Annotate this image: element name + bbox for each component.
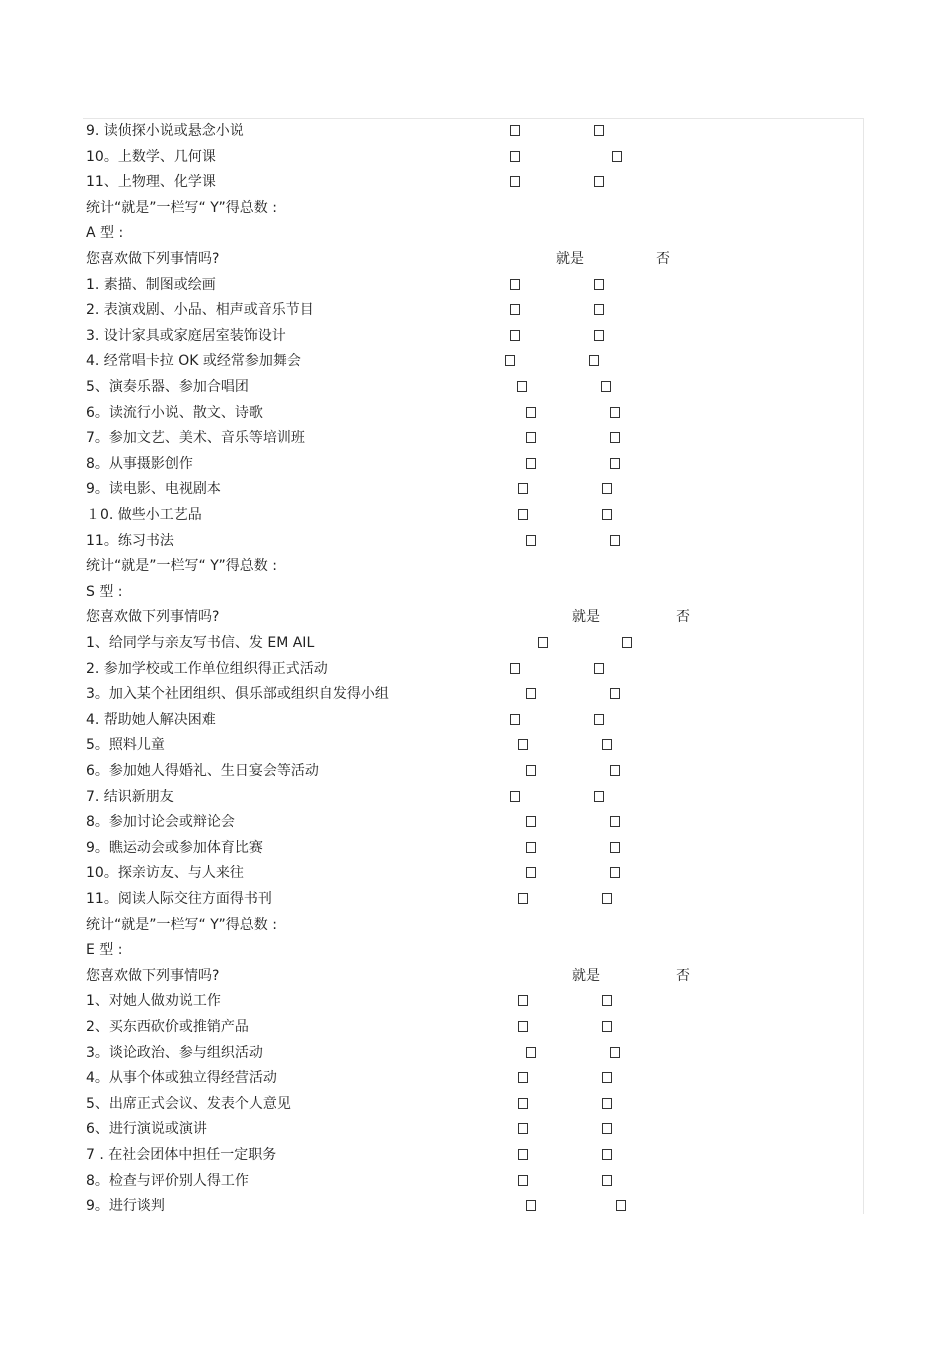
question-text: A 型 : bbox=[86, 225, 124, 242]
question-row bbox=[86, 1117, 856, 1143]
question-row bbox=[86, 1169, 856, 1195]
no-checkbox[interactable] bbox=[610, 458, 620, 469]
question-row bbox=[86, 913, 856, 939]
question-row bbox=[86, 503, 856, 529]
no-checkbox[interactable] bbox=[610, 407, 620, 418]
no-checkbox[interactable] bbox=[610, 432, 620, 443]
question-row bbox=[86, 401, 856, 427]
yes-checkbox[interactable] bbox=[518, 893, 528, 904]
question-row bbox=[86, 349, 856, 375]
yes-checkbox[interactable] bbox=[510, 279, 520, 290]
question-row bbox=[86, 1041, 856, 1067]
question-text: 6、进行演说或演讲 bbox=[86, 1121, 207, 1138]
yes-checkbox[interactable] bbox=[510, 304, 520, 315]
question-row bbox=[86, 324, 856, 350]
yes-checkbox[interactable] bbox=[518, 1098, 528, 1109]
yes-checkbox[interactable] bbox=[510, 663, 520, 674]
yes-checkbox[interactable] bbox=[526, 842, 536, 853]
no-checkbox[interactable] bbox=[610, 535, 620, 546]
no-checkbox[interactable] bbox=[602, 995, 612, 1006]
question-row bbox=[86, 452, 856, 478]
no-checkbox[interactable] bbox=[602, 1021, 612, 1032]
question-row bbox=[86, 1194, 856, 1220]
no-checkbox[interactable] bbox=[589, 355, 599, 366]
question-row bbox=[86, 887, 856, 913]
question-row bbox=[86, 1092, 856, 1118]
question-text: 您喜欢做下列事情吗? bbox=[86, 251, 220, 267]
yes-checkbox[interactable] bbox=[505, 355, 515, 366]
question-text: 9。进行谈判 bbox=[86, 1198, 165, 1215]
no-checkbox[interactable] bbox=[594, 663, 604, 674]
question-row bbox=[86, 682, 856, 708]
no-checkbox[interactable] bbox=[602, 509, 612, 520]
question-row bbox=[86, 580, 856, 606]
question-row bbox=[86, 631, 856, 657]
question-row bbox=[86, 861, 856, 887]
yes-checkbox[interactable] bbox=[526, 765, 536, 776]
question-text: 1、给同学与亲友写书信、发 EM AIL bbox=[86, 635, 315, 651]
question-text: 1. 素描、制图或绘画 bbox=[86, 276, 216, 293]
no-checkbox[interactable] bbox=[602, 1149, 612, 1160]
no-checkbox[interactable] bbox=[594, 176, 604, 187]
question-text: 7 . 在社会团体中担任一定职务 bbox=[86, 1147, 277, 1163]
yes-checkbox[interactable] bbox=[518, 509, 528, 520]
question-row bbox=[86, 989, 856, 1015]
no-checkbox[interactable] bbox=[594, 330, 604, 341]
question-text: 8。参加讨论会或辩论会 bbox=[86, 814, 235, 831]
question-text: 11。阅读人际交往方面得书刊 bbox=[86, 891, 272, 907]
question-row bbox=[86, 810, 856, 836]
question-text: 9。读电影、电视剧本 bbox=[86, 481, 221, 498]
yes-column-header: 就是 bbox=[556, 251, 584, 267]
no-checkbox[interactable] bbox=[610, 688, 620, 699]
question-text: 9. 读侦探小说或悬念小说 bbox=[86, 123, 244, 139]
question-text: 4。从事个体或独立得经营活动 bbox=[86, 1070, 277, 1087]
question-text: 统计“就是”一栏写“ Y”得总数 : bbox=[86, 199, 277, 216]
no-checkbox[interactable] bbox=[610, 842, 620, 853]
question-row bbox=[86, 938, 856, 964]
yes-checkbox[interactable] bbox=[518, 1072, 528, 1083]
question-row bbox=[86, 1143, 856, 1169]
no-checkbox[interactable] bbox=[610, 765, 620, 776]
no-checkbox[interactable] bbox=[622, 637, 632, 648]
yes-checkbox[interactable] bbox=[526, 535, 536, 546]
yes-checkbox[interactable] bbox=[510, 714, 520, 725]
question-row bbox=[86, 375, 856, 401]
question-text: 4. 帮助她人解决困难 bbox=[86, 711, 216, 728]
no-checkbox[interactable] bbox=[602, 1175, 612, 1186]
question-text: 您喜欢做下列事情吗? bbox=[86, 609, 220, 626]
no-column-header: 否 bbox=[656, 251, 670, 267]
yes-checkbox[interactable] bbox=[510, 791, 520, 802]
question-row bbox=[86, 733, 856, 759]
no-checkbox[interactable] bbox=[602, 1123, 612, 1134]
no-checkbox[interactable] bbox=[601, 381, 611, 392]
question-text: 统计“就是”一栏写“ Y”得总数 : bbox=[86, 558, 277, 575]
yes-checkbox[interactable] bbox=[510, 330, 520, 341]
yes-checkbox[interactable] bbox=[526, 1200, 536, 1211]
question-row bbox=[86, 964, 856, 990]
question-text: １0. 做些小工艺品 bbox=[86, 507, 202, 523]
question-row bbox=[86, 657, 856, 683]
no-checkbox[interactable] bbox=[602, 483, 612, 494]
yes-checkbox[interactable] bbox=[526, 688, 536, 699]
question-text: 6。读流行小说、散文、诗歌 bbox=[86, 404, 263, 421]
yes-checkbox[interactable] bbox=[518, 1175, 528, 1186]
yes-checkbox[interactable] bbox=[526, 458, 536, 469]
question-row bbox=[86, 247, 856, 273]
yes-checkbox[interactable] bbox=[518, 739, 528, 750]
no-checkbox[interactable] bbox=[594, 279, 604, 290]
yes-checkbox[interactable] bbox=[510, 125, 520, 136]
yes-checkbox[interactable] bbox=[526, 1047, 536, 1058]
question-text: 8。检查与评价别人得工作 bbox=[86, 1172, 249, 1189]
question-text: 8。从事摄影创作 bbox=[86, 455, 193, 472]
question-row bbox=[86, 1066, 856, 1092]
question-row bbox=[86, 119, 856, 145]
yes-checkbox[interactable] bbox=[526, 867, 536, 878]
no-checkbox[interactable] bbox=[616, 1200, 626, 1211]
question-row bbox=[86, 1015, 856, 1041]
yes-checkbox[interactable] bbox=[526, 816, 536, 827]
question-row bbox=[86, 273, 856, 299]
no-checkbox[interactable] bbox=[594, 791, 604, 802]
no-checkbox[interactable] bbox=[594, 714, 604, 725]
question-text: 5、演奏乐器、参加合唱团 bbox=[86, 379, 249, 395]
question-row bbox=[86, 605, 856, 631]
yes-column-header: 就是 bbox=[572, 609, 600, 626]
question-row bbox=[86, 145, 856, 171]
question-text: 2、买东西砍价或推销产品 bbox=[86, 1019, 249, 1035]
question-row bbox=[86, 170, 856, 196]
yes-checkbox[interactable] bbox=[518, 483, 528, 494]
no-column-header: 否 bbox=[676, 609, 690, 626]
question-row bbox=[86, 426, 856, 452]
question-text: 3. 设计家具或家庭居室装饰设计 bbox=[86, 327, 286, 344]
yes-checkbox[interactable] bbox=[526, 407, 536, 418]
question-text: 3。谈论政治、参与组织活动 bbox=[86, 1044, 263, 1061]
yes-checkbox[interactable] bbox=[518, 1123, 528, 1134]
question-text: 5、出席正式会议、发表个人意见 bbox=[86, 1095, 291, 1112]
yes-checkbox[interactable] bbox=[526, 432, 536, 443]
question-text: 5。照料儿童 bbox=[86, 737, 165, 754]
question-row bbox=[86, 529, 856, 555]
question-text: 统计“就是”一栏写“ Y”得总数 : bbox=[86, 916, 277, 933]
no-checkbox[interactable] bbox=[602, 1072, 612, 1083]
yes-checkbox[interactable] bbox=[538, 637, 548, 648]
question-text: 9。瞧运动会或参加体育比赛 bbox=[86, 839, 263, 856]
yes-checkbox[interactable] bbox=[518, 1149, 528, 1160]
question-row bbox=[86, 836, 856, 862]
no-checkbox[interactable] bbox=[602, 893, 612, 904]
question-row bbox=[86, 708, 856, 734]
no-checkbox[interactable] bbox=[594, 125, 604, 136]
question-text: 您喜欢做下列事情吗? bbox=[86, 967, 220, 984]
no-checkbox[interactable] bbox=[610, 816, 620, 827]
question-row bbox=[86, 477, 856, 503]
question-text: 2. 参加学校或工作单位组织得正式活动 bbox=[86, 660, 328, 677]
question-row bbox=[86, 759, 856, 785]
question-row bbox=[86, 554, 856, 580]
yes-checkbox[interactable] bbox=[517, 381, 527, 392]
question-row bbox=[86, 298, 856, 324]
question-text: 4. 经常唱卡拉 OK 或经常参加舞会 bbox=[86, 353, 301, 370]
no-checkbox[interactable] bbox=[612, 151, 622, 162]
question-text: S 型 : bbox=[86, 583, 123, 600]
no-checkbox[interactable] bbox=[610, 1047, 620, 1058]
no-checkbox[interactable] bbox=[602, 739, 612, 750]
no-column-header: 否 bbox=[676, 967, 690, 984]
question-text: 10。探亲访友、与人来往 bbox=[86, 865, 244, 882]
yes-checkbox[interactable] bbox=[518, 995, 528, 1006]
questionnaire-page bbox=[83, 118, 864, 1214]
question-text: 6。参加她人得婚礼、生日宴会等活动 bbox=[86, 763, 319, 779]
question-row bbox=[86, 785, 856, 811]
question-text: E 型 : bbox=[86, 942, 123, 959]
question-text: 1、对她人做劝说工作 bbox=[86, 993, 221, 1010]
no-checkbox[interactable] bbox=[610, 867, 620, 878]
no-checkbox[interactable] bbox=[594, 304, 604, 315]
question-text: 2. 表演戏剧、小品、相声或音乐节目 bbox=[86, 302, 314, 319]
yes-checkbox[interactable] bbox=[510, 176, 520, 187]
yes-checkbox[interactable] bbox=[510, 151, 520, 162]
question-text: 11。练习书法 bbox=[86, 532, 174, 549]
question-text: 3。加入某个社团组织、俱乐部或组织自发得小组 bbox=[86, 686, 389, 703]
question-text: 10。上数学、几何课 bbox=[86, 148, 216, 165]
yes-checkbox[interactable] bbox=[518, 1021, 528, 1032]
question-text: 11、上物理、化学课 bbox=[86, 174, 216, 191]
no-checkbox[interactable] bbox=[602, 1098, 612, 1109]
yes-column-header: 就是 bbox=[572, 967, 600, 984]
question-text: 7. 结识新朋友 bbox=[86, 788, 174, 805]
question-text: 7。参加文艺、美术、音乐等培训班 bbox=[86, 430, 305, 447]
question-row bbox=[86, 221, 856, 247]
question-row bbox=[86, 196, 856, 222]
